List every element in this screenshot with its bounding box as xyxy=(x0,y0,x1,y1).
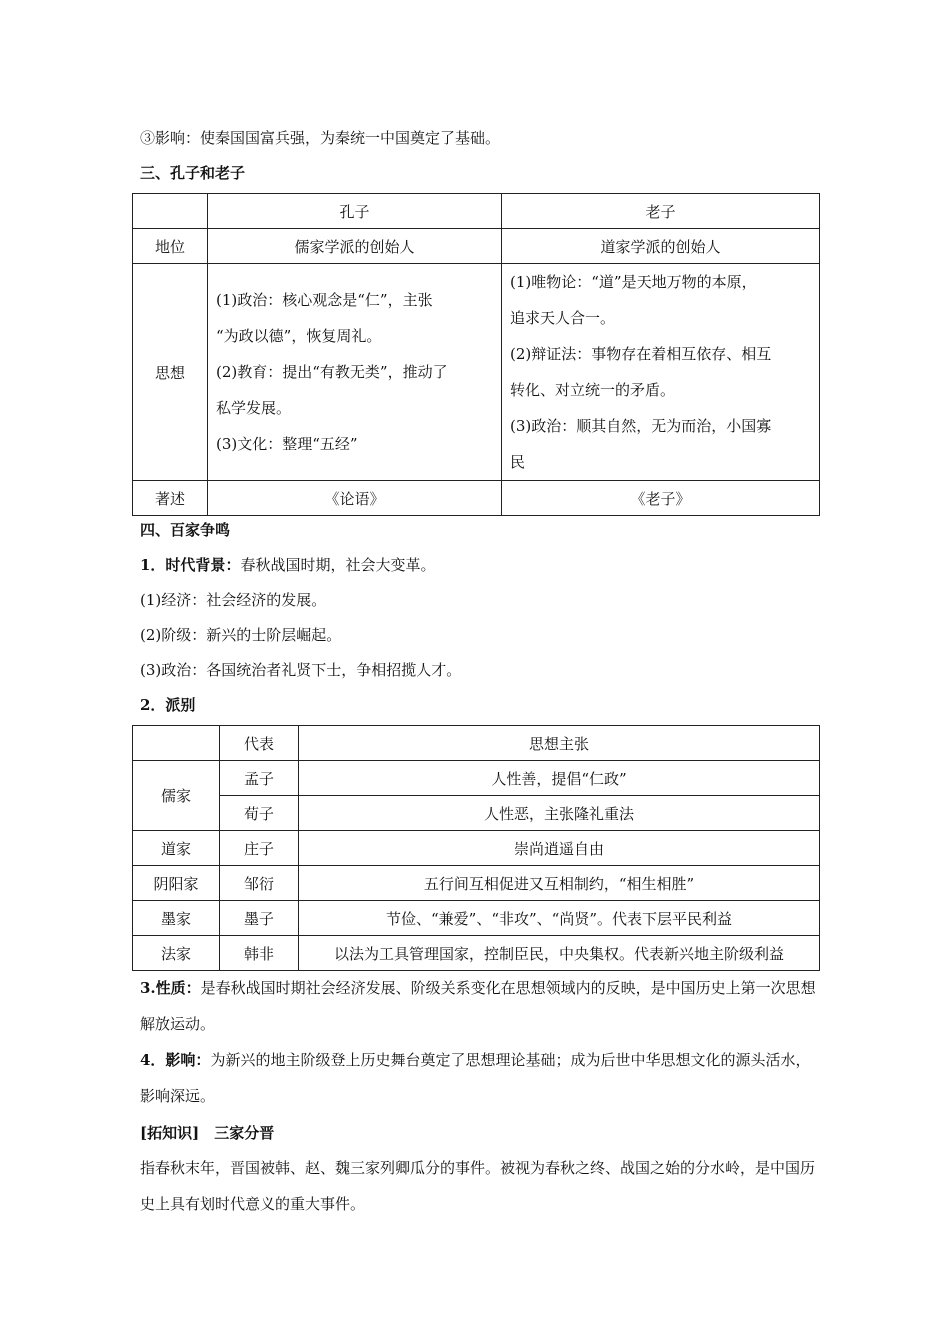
representative: 荀子 xyxy=(220,796,299,831)
laozi-status: 道家学派的创始人 xyxy=(502,229,820,264)
school-name: 法家 xyxy=(133,936,220,971)
background-item: (2)阶级：新兴的士阶层崛起。 xyxy=(140,626,342,644)
idea: 人性善，提倡“仁政” xyxy=(299,761,820,796)
representative: 庄子 xyxy=(220,831,299,866)
row-label-status: 地位 xyxy=(133,229,208,264)
kongzi-thought xyxy=(208,264,502,481)
kongzi-status: 儒家学派的创始人 xyxy=(208,229,502,264)
section-3-heading: 三、孔子和老子 xyxy=(140,164,246,182)
laozi-thought-line: 追求天人合一。 xyxy=(510,309,616,327)
idea: 以法为工具管理国家，控制臣民，中央集权。代表新兴地主阶级利益 xyxy=(299,936,820,971)
representative: 孟子 xyxy=(220,761,299,796)
idea: 人性恶，主张隆礼重法 xyxy=(299,796,820,831)
influence-line: ③影响：使秦国国富兵强，为秦统一中国奠定了基础。 xyxy=(140,129,501,147)
kongzi-thought-line: 私学发展。 xyxy=(216,399,292,417)
table2-corner-cell xyxy=(133,726,220,761)
row-label-works: 著述 xyxy=(133,481,208,516)
laozi-thought-line: (3)政治：顺其自然，无为而治，小国寡 xyxy=(510,417,772,435)
background-item: (1)经济：社会经济的发展。 xyxy=(140,591,327,609)
idea: 五行间互相促进又互相制约，“相生相胜” xyxy=(299,866,820,901)
kongzi-thought-line: “为政以德”，恢复周礼。 xyxy=(216,327,382,345)
laozi-thought-line: 民 xyxy=(510,453,526,471)
laozi-thought xyxy=(502,264,820,481)
table1-corner-cell xyxy=(133,194,208,229)
school-name: 阴阳家 xyxy=(133,866,220,901)
header-idea: 思想主张 xyxy=(299,726,820,761)
kongzi-thought-line: (1)政治：核心观念是“仁”，主张 xyxy=(216,291,433,309)
confucius-laozi-table xyxy=(132,193,820,516)
extra-knowledge-heading: [拓知识] 三家分晋 xyxy=(140,1124,275,1142)
extra-knowledge-text: 指春秋末年，晋国被韩、赵、魏三家列卿瓜分的事件。被视为春秋之终、战国之始的分水岭，是中国历史上具有划时代意义的重大事件。 xyxy=(140,1159,816,1213)
kongzi-thought-line: (3)文化：整理“五经” xyxy=(216,435,358,453)
schools-table xyxy=(132,725,820,971)
background-line xyxy=(140,555,435,575)
background-text: 春秋战国时期，社会大变革。 xyxy=(240,556,436,574)
school-name: 道家 xyxy=(133,831,220,866)
representative: 墨子 xyxy=(220,901,299,936)
header-representative: 代表 xyxy=(220,726,299,761)
nature-label: 3.性质： xyxy=(140,979,201,997)
schools-heading: 2．派别 xyxy=(140,696,196,714)
background-label: 1．时代背景： xyxy=(140,556,241,574)
laozi-thought-line: 转化、对立统一的矛盾。 xyxy=(510,381,676,399)
laozi-works: 《老子》 xyxy=(502,481,820,516)
nature-text: 是春秋战国时期社会经济发展、阶级关系变化在思想领域内的反映，是中国历史上第一次思想解放运动。 xyxy=(140,979,816,1033)
background-item: (3)政治：各国统治者礼贤下士，争相招揽人才。 xyxy=(140,661,462,679)
header-kongzi: 孔子 xyxy=(208,194,502,229)
kongzi-thought-line: (2)教育：提出“有教无类”，推动了 xyxy=(216,363,448,381)
school-name: 墨家 xyxy=(133,901,220,936)
section-4-heading: 四、百家争鸣 xyxy=(140,521,231,539)
idea: 节俭、“兼爱”、“非攻”、“尚贤”。代表下层平民利益 xyxy=(299,901,820,936)
idea: 崇尚逍遥自由 xyxy=(299,831,820,866)
influence-label: 4．影响： xyxy=(140,1051,211,1069)
laozi-thought-line: (1)唯物论：“道”是天地万物的本原， xyxy=(510,273,757,291)
nature-paragraph xyxy=(140,970,820,1042)
representative: 韩非 xyxy=(220,936,299,971)
kongzi-works: 《论语》 xyxy=(208,481,502,516)
influence-text: 为新兴的地主阶级登上历史舞台奠定了思想理论基础；成为后世中华思想文化的源头活水，影响深远。 xyxy=(140,1051,811,1105)
header-laozi: 老子 xyxy=(502,194,820,229)
laozi-thought-line: (2)辩证法：事物存在着相互依存、相互 xyxy=(510,345,772,363)
school-name: 儒家 xyxy=(133,761,220,831)
influence-paragraph xyxy=(140,1042,820,1114)
row-label-thought: 思想 xyxy=(133,264,208,481)
representative: 邹衍 xyxy=(220,866,299,901)
